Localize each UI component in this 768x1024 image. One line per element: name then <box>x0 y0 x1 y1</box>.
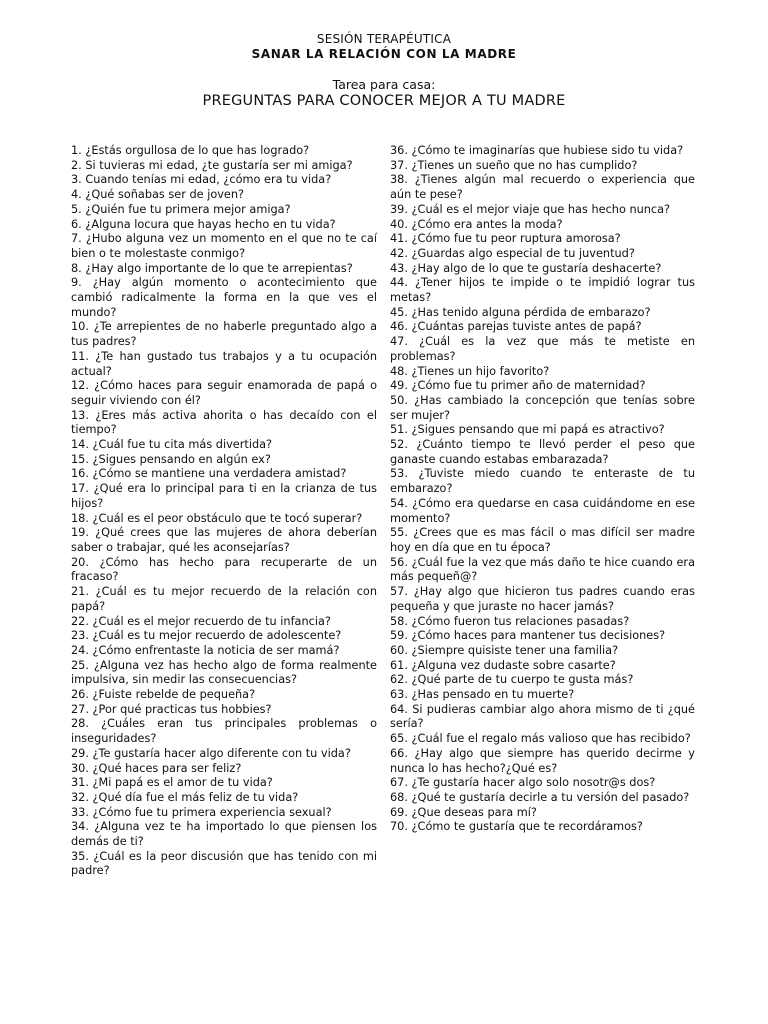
question-item: 63. ¿Has pensado en tu muerte? <box>390 688 575 702</box>
question-item: 29. ¿Te gustaría hacer algo diferente con tu vida? <box>71 746 351 760</box>
question-item: 44. ¿Tener hijos te impide o te impidió lograr tus metas? <box>390 276 695 305</box>
question-item: 27. ¿Por qué practicas tus hobbies? <box>71 702 272 716</box>
question-item: 37. ¿Tienes un sueño que no has cumplido? <box>390 158 638 172</box>
question-item: 30. ¿Qué haces para ser feliz? <box>71 761 242 775</box>
question-item: 3. Cuando tenías mi edad, ¿cómo era tu vida? <box>71 173 332 187</box>
question-item: 12. ¿Cómo haces para seguir enamorada de papá o seguir viviendo con él? <box>71 379 377 407</box>
question-item: 60. ¿Siempre quisiste tener una familia? <box>390 643 619 657</box>
question-item: 51. ¿Sigues pensando que mi papá es atractivo? <box>390 423 665 437</box>
question-item: 54. ¿Cómo era quedarse en casa cuidándome en ese momento? <box>390 496 695 525</box>
question-item: 33. ¿Cómo fue tu primera experiencia sexual? <box>71 805 332 819</box>
question-item: 26. ¿Fuiste rebelde de pequeña? <box>71 688 256 702</box>
question-item: 56. ¿Cuál fue la vez que más daño te hice cuando era más pequeñ@? <box>390 555 695 584</box>
question-item: 2. Si tuvieras mi edad, ¿te gustaría ser mi amiga? <box>71 158 353 172</box>
question-item: 65. ¿Cuál fue el regalo más valioso que has recibido? <box>390 732 691 746</box>
question-item: 45. ¿Has tenido alguna pérdida de embarazo? <box>390 305 651 319</box>
question-item: 28. ¿Cuáles eran tus principales problemas o inseguridades? <box>71 717 377 746</box>
question-item: 17. ¿Qué era lo principal para ti en la crianza de tus hijos? <box>71 482 377 510</box>
question-item: 50. ¿Has cambiado la concepción que tenías sobre ser mujer? <box>390 393 695 422</box>
question-item: 62. ¿Qué parte de tu cuerpo te gusta más? <box>390 673 634 687</box>
question-item: 8. ¿Hay algo importante de lo que te arrepientas? <box>71 261 353 275</box>
question-item: 36. ¿Cómo te imaginarías que hubiese sido tu vida? <box>390 144 684 157</box>
question-item: 68. ¿Qué te gustaría decirle a tu versión del pasado? <box>390 790 690 804</box>
question-item: 53. ¿Tuviste miedo cuando te enteraste de tu embarazo? <box>390 467 695 496</box>
question-item: 5. ¿Quién fue tu primera mejor amiga? <box>71 202 291 216</box>
question-item: 38. ¿Tienes algún mal recuerdo o experiencia que aún te pese? <box>390 173 695 202</box>
question-item: 6. ¿Alguna locura que hayas hecho en tu vida? <box>71 217 336 231</box>
question-item: 22. ¿Cuál es el mejor recuerdo de tu infancia? <box>71 614 331 628</box>
question-item: 57. ¿Hay algo que hicieron tus padres cuando eras pequeña y que juraste no hacer jamás? <box>390 585 695 613</box>
question-item: 10. ¿Te arrepientes de no haberle preguntado algo a tus padres? <box>71 320 377 349</box>
question-item: 25. ¿Alguna vez has hecho algo de forma realmente impulsiva, sin medir las consecuencias? <box>71 658 377 687</box>
question-item: 67. ¿Te gustaría hacer algo solo nosotr@s dos? <box>390 776 656 790</box>
question-item: 47. ¿Cuál es la vez que más te metiste en problemas? <box>390 335 695 363</box>
question-item: 34. ¿Alguna vez te ha importado lo que piensen los demás de ti? <box>71 820 377 849</box>
question-item: 70. ¿Cómo te gustaría que te recordáramos? <box>390 820 643 834</box>
question-item: 23. ¿Cuál es tu mejor recuerdo de adolescente? <box>71 629 342 643</box>
homework-label: Tarea para casa: <box>332 77 436 92</box>
question-item: 32. ¿Qué día fue el más feliz de tu vida? <box>71 790 299 804</box>
question-item: 66. ¿Hay algo que siempre has querido decirme y nunca lo has hecho?¿Qué es? <box>390 746 695 775</box>
questions-column-left <box>71 144 377 879</box>
question-item: 11. ¿Te han gustado tus trabajos y a tu ocupación actual? <box>71 349 377 378</box>
question-item: 14. ¿Cuál fue tu cita más divertida? <box>71 438 273 452</box>
question-item: 7. ¿Hubo alguna vez un momento en el que no te caí bien o te molestaste conmigo? <box>71 232 377 260</box>
question-item: 59. ¿Cómo haces para mantener tus decisiones? <box>390 629 666 643</box>
question-item: 24. ¿Cómo enfrentaste la noticia de ser mamá? <box>71 643 340 657</box>
main-title: PREGUNTAS PARA CONOCER MEJOR A TU MADRE <box>202 93 566 109</box>
question-item: 1. ¿Estás orgullosa de lo que has logrado? <box>71 144 310 157</box>
question-item: 49. ¿Cómo fue tu primer año de maternidad? <box>390 379 646 393</box>
question-item: 9. ¿Hay algún momento o acontecimiento que cambió radicalmente la forma en la que ves el mundo? <box>71 276 377 319</box>
question-item: 4. ¿Qué soñabas ser de joven? <box>71 188 245 202</box>
question-item: 39. ¿Cuál es el mejor viaje que has hecho nunca? <box>390 202 671 216</box>
question-item: 42. ¿Guardas algo especial de tu juventud? <box>390 246 635 260</box>
question-item: 31. ¿Mi papá es el amor de tu vida? <box>71 776 273 790</box>
question-item: 15. ¿Sigues pensando en algún ex? <box>71 452 271 466</box>
question-item: 41. ¿Cómo fue tu peor ruptura amorosa? <box>390 232 621 246</box>
question-item: 19. ¿Qué crees que las mujeres de ahora deberían saber o trabajar, qué les aconsejarías? <box>71 526 377 554</box>
question-item: 18. ¿Cuál es el peor obstáculo que te tocó superar? <box>71 511 363 525</box>
question-item: 46. ¿Cuántas parejas tuviste antes de papá? <box>390 320 642 334</box>
questions-column-right <box>390 144 695 835</box>
question-item: 13. ¿Eres más activa ahorita o has decaído con el tiempo? <box>71 408 377 437</box>
question-item: 43. ¿Hay algo de lo que te gustaría deshacerte? <box>390 261 662 275</box>
question-item: 58. ¿Cómo fueron tus relaciones pasadas? <box>390 614 630 628</box>
session-label: SESIÓN TERAPÉUTICA <box>316 32 452 46</box>
question-item: 40. ¿Cómo era antes la moda? <box>390 217 563 231</box>
question-item: 52. ¿Cuánto tiempo te llevó perder el peso que ganaste cuando estabas embarazada? <box>390 438 695 466</box>
question-item: 61. ¿Alguna vez dudaste sobre casarte? <box>390 658 616 672</box>
session-title: SANAR LA RELACIÓN CON LA MADRE <box>251 47 517 61</box>
question-item: 55. ¿Crees que es mas fácil o mas difícil ser madre hoy en día que en tu época? <box>390 526 695 554</box>
question-item: 20. ¿Cómo has hecho para recuperarte de un fracaso? <box>71 555 377 584</box>
question-item: 69. ¿Que deseas para mí? <box>390 805 537 819</box>
question-item: 16. ¿Cómo se mantiene una verdadera amistad? <box>71 467 347 481</box>
question-item: 64. Si pudieras cambiar algo ahora mismo de ti ¿qué sería? <box>390 702 695 731</box>
question-item: 21. ¿Cuál es tu mejor recuerdo de la relación con papá? <box>71 585 377 613</box>
question-item: 35. ¿Cuál es la peor discusión que has tenido con mi padre? <box>71 849 377 878</box>
question-item: 48. ¿Tienes un hijo favorito? <box>390 364 550 378</box>
